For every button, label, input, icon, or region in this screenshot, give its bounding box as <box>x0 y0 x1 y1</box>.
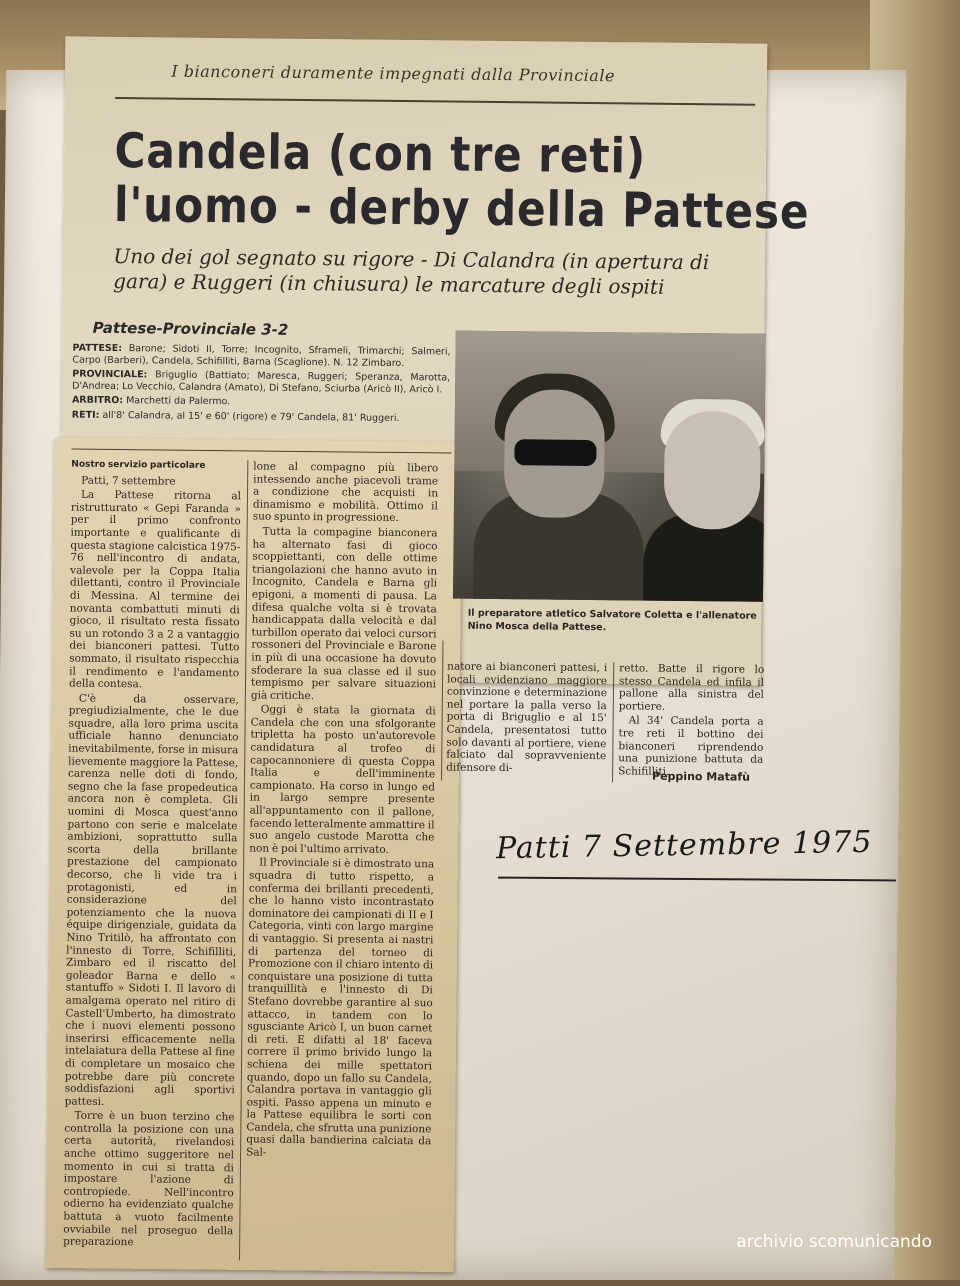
headline-line-2: l'uomo - derby della Pattese <box>113 176 810 241</box>
rule-top <box>115 97 755 106</box>
photo-caption: Il preparatore atletico Salvatore Coletta e l'allenatore Nino Mosca della Pattese. <box>467 607 757 634</box>
handwritten-date-note: Patti 7 Settembre 1975 <box>495 824 873 867</box>
kicker-line: I bianconeri duramente impegnati dalla Provinciale <box>171 61 616 86</box>
article-column-4: retto. Batte il rigore lo stesso Candela ed infila il pallone alla sinistra del portiere. Al 34' Candela porta a tre reti il bottino dei bianconeri riprendendo una punizione battuta da Schifilliti. <box>618 662 765 778</box>
sunglasses-icon <box>514 439 596 466</box>
author-signature: Peppino Matafù <box>652 769 751 784</box>
archive-watermark: archivio scomunicando <box>736 1232 932 1252</box>
rule-lineups <box>71 449 451 454</box>
column-divider <box>612 662 614 782</box>
byline-service: Nostro servizio particolare <box>71 459 206 471</box>
headline-line-1: Candela (con tre reti) <box>114 122 647 185</box>
column-divider <box>441 640 443 780</box>
lineup-pattese: PATTESE: Barone; Sidoti II, Torre; Incognito, Sframeli, Trimarchi; Salmeri, Carpo (Barberi), Candela, Schifilliti, Barna (Scaglione). N. 12 Zimbaro. <box>72 342 451 369</box>
match-lineups <box>72 343 451 428</box>
article-column-2: lone al compagno più libero intessendo anche piacevoli trame a condizione che acquisti in dinamismo e mobilità. Ottimo il suo spunto in progressione. Tutta la compagine bianconera ha alternato fasi di gioco scoppiettanti, con delle ottime triangolazioni che hanno avuto in Incognito, Candela e Barna gli epigoni, a momenti di pausa. La difesa qualche volta si è trovata handicappata dalla velocità e dal turbillon operato dai veloci cursori rossoneri del Provinciale e Barone in più di una occasione ha dovuto sfoderare la sua classe ed il suo tempismo per salvare situazioni già critiche. Oggi è stata la giornata di Candela che con una sfolgorante tripletta ha posto un'autorevole candidatura al trofeo di capocannoniere di questa Coppa Italia e dell'imminente campionato. Ha corso in lungo ed in largo sempre presente all'appuntamento con il pallone, facendo letteralmente ammattire il suo angelo custode Marotta che non è poi l'ultimo arrivato. Il Provinciale si è dimostrato una squadra di tutto rispetto, a conferma dei brillanti precedenti, che lo hanno visto incontrastato dominatore dei campionati di II e I Categoria, vinti con largo margine di vantaggio. Si presenta ai nastri di partenza del torneo di Promozione con il chiaro intento di conquistare una posizione di tutta tranquillità e l'innesto di Di Stefano dovrebbe garantire al suo attacco, in tandem con lo sgusciante Aricò I, un buon carnet di reti. E difatti al 18' faceva correre il primo brivido lungo la schiena dei mille spettatori quando, dopo un fallo su Candela, Calandra portava in vantaggio gli ospiti. Passo appena un minuto e la Pattese equilibra le sorti con Candela, che sfrutta una punizione quasi dalla bandierina calciata da Sal- <box>246 460 439 1159</box>
newspaper-photo-two-men <box>453 331 766 602</box>
subheadline: Uno dei gol segnato su rigore - Di Calandra (in apertura di gara) e Ruggeri (in chiusura) le marcature degli ospiti <box>113 243 710 299</box>
dateline: Patti, 7 settembre <box>81 474 176 488</box>
match-score-title: Pattese-Provinciale 3-2 <box>92 318 289 339</box>
goals: RETI: all'8' Calandra, al 15' e 60' (rigore) e 79' Candela, 81' Ruggeri. <box>71 409 400 424</box>
lineup-provinciale: PROVINCIALE: Briguglio (Battiato; Maresca, Ruggeri; Speranza, Marotta, D'Andrea; Lo Vecchio, Calandra (Amato), Di Stefano, Sciurba (Aricò II), Aricò I. <box>72 368 451 395</box>
article-column-1: Nostro servizio particolare Patti, 7 settembre La Pattese ritorna al ristrutturato « Gepi Faranda » per il primo confronto importante e qualificante di questa stagione calcistica 1975-76 nell'incontro di andata, valevole per la Coppa Italia dilettanti, contro il Provinciale di Messina. Al termine dei novanta combattuti minuti di gioco, il risultato resta fissato su un rotondo 3 a 2 a vantaggio dei bianconeri pattesi. Tutto sommato, il risultato rispecchia il rendimento e l'andamento della contesa. C'è da osservare, pregiudizialmente, che le due squadre, alla loro prima uscita ufficiale hanno denunciato inevitabilmente, forse in misura lievemente maggiore la Pattese, carenza nelle doti di fondo, segno che la fase propedeutica ancora non è completa. Gli uomini di Mosca quest'anno partono con serie e malcelate ambizioni, soprattutto sulla scorta della brillante prestazione del campionato decorso, che li vide tra i protagonisti, ed in considerazione del potenziamento che la nuova équipe dirigenziale, guidata da Nino Tritilò, ha affrontato con l'innesto di Torre, Schifilliti, Zimbaro ed il riscatto del goleador Barna e dello « stantuffo » Sidoti I. Il lavoro di amalgama operato nel ritiro di Castell'Umberto, ha dimostrato che i nuovi elementi possono inserirsi efficacemente nella intelaiatura della Pattese al fine di completare un mosaico che potrebbe dare più concrete soddisfazioni agli sportivi pattesi. Torre è un buon terzino che controlla la posizione con una certa autorità, rivelandosi anche ottimo suggeritore nel momento in cui si tratta di impostare l'azione di contropiede. Nell'incontro odierno ha evidenziato qualche battuta a vuoto facilmente ovviabile nel proseguo della preparazione <box>63 459 242 1249</box>
article-column-3: natore ai bianconeri pattesi, i locali evidenziano maggiore convinzione e determinazione nel portare la palla verso la porta di Briguglio e al 15' Candela, presentatosi tutto solo davanti al portiere, viene falciato dal sopravveniente difensore di- <box>446 660 608 774</box>
referee: ARBITRO: Marchetti da Palermo. <box>71 394 231 408</box>
